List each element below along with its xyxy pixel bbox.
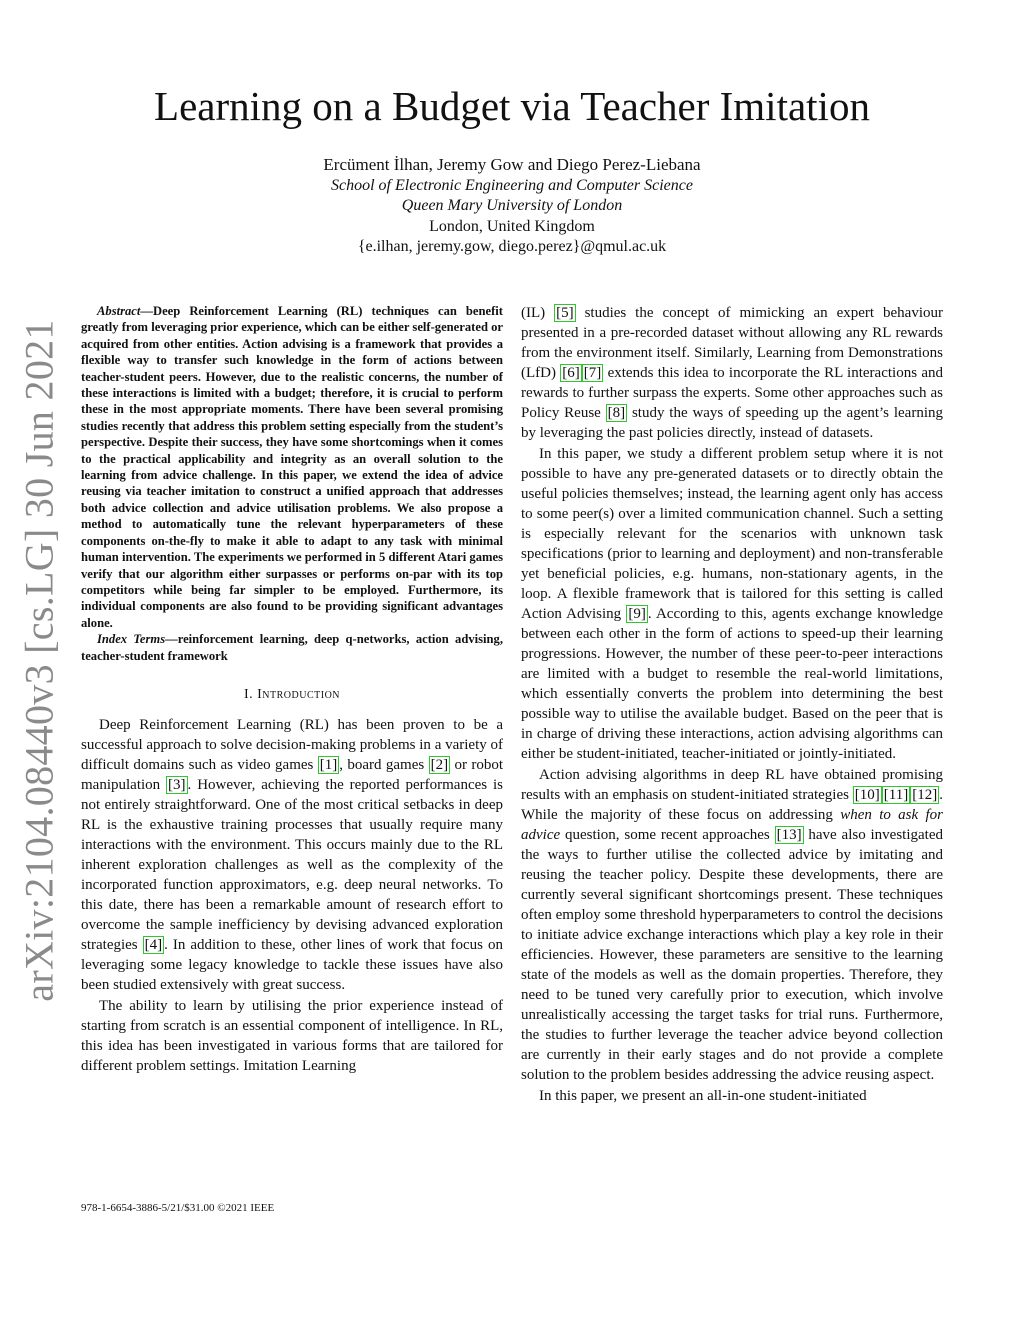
text-run: Action advising algorithms in deep RL have obtained promising results with an emphasis on student-initiated strategies [521, 767, 943, 803]
text-run: have also investigated the ways to further utilise the collected advice by imitating and reusing the teacher policy. Despite these developments, there are currently several significant shortcomings present. These techniques often employ some threshold hyperparameters to control the decisions to initiate advice exchange interactions which play a key role in their efficiencies. However, these parameters are sensitive to the learning state of the models as well as the domain properties. Therefore, they need to be tuned very carefully prior to execution, which involve unrealistically accessing the target tasks for trial runs. Furthermore, the studies to further leverage the teacher advice beyond collection are currently in their early stages and do not provide a complete solution to the problem besides addressing the advice reusing aspect. [521, 827, 943, 1083]
text-run: study the ways of speeding up the agent’s learning by leveraging the past policies directly, instead of datasets. [521, 405, 943, 441]
text-run: studies the concept of mimicking an expert behaviour presented in a pre-recorded dataset without allowing any RL rewards from the environment itself. Similarly, Learning from Demonstrations (LfD) [521, 305, 943, 381]
section-title: Introduction [257, 686, 341, 702]
index-terms-label: Index Terms [97, 632, 166, 647]
citation-number: 4 [149, 936, 158, 953]
text-run: question, some recent approaches [560, 827, 775, 843]
citation-number: 11 [888, 787, 904, 803]
section-heading-introduction [81, 685, 503, 705]
author-school: School of Electronic Engineering and Computer Science [331, 176, 693, 194]
citation-number: 6 [567, 365, 575, 381]
text-run: . In addition to these, other lines of work that focus on leveraging some legacy knowledge to tackle these issues have also been studied extensively with great success. [81, 936, 503, 993]
citation-link[interactable]: [1] [319, 756, 338, 773]
index-terms [81, 631, 503, 664]
citation-link[interactable]: [9] [628, 606, 646, 622]
arxiv-identifier: arXiv:2104.08440v3 [cs.LG] 30 Jun 2021 [16, 318, 62, 1002]
citation-link[interactable]: [2] [430, 756, 449, 773]
author-emails: {e.ilhan, jeremy.gow, diego.perez}@qmul.ac.uk [357, 238, 667, 255]
citation-link[interactable]: [8] [607, 405, 626, 421]
citation-number: 1 [324, 756, 333, 773]
citation-number: 13 [781, 827, 797, 843]
text-run: In this paper, we study a different problem setup where it is not possible to have any pre-generated datasets or to directly obtain the useful policies themselves; instead, the learning agent only has access to some peer(s) over a limited communication channel. Such a setting is especially relevant for the scenarios with unknown task specifications (prior to learning and deployment) and non-transferable yet beneficial policies, e.g. humans, non-stationary agents, in the loop. A flexible framework that is tailored for this setting is called Action Advising [521, 446, 943, 622]
abstract-label: Abstract [97, 304, 141, 318]
citation-link[interactable]: [3] [168, 776, 186, 793]
right-paragraph-1 [521, 303, 943, 443]
right-paragraph-2 [521, 444, 943, 764]
text-run: (IL) [521, 305, 555, 321]
citation-number: 9 [633, 606, 641, 622]
italic-phrase: when to ask for advice [521, 807, 943, 843]
right-column [521, 303, 943, 1106]
citation-link[interactable]: [4] [144, 936, 163, 953]
index-terms-text: —reinforcement learning, deep q-networks, action advising, teacher-student framework [81, 632, 503, 663]
citation-number: 12 [917, 787, 933, 803]
citation-link[interactable]: [5] [556, 305, 574, 321]
author-names: Ercüment İlhan, Jeremy Gow and Diego Perez-Liebana [323, 155, 701, 174]
text-run: . According to this, agents exchange knowledge between each other in the form of actions to speed-up their learning progressions. However, the number of these peer-to-peer interactions are limited with a budget to resemble the real-world limitations, which essentially converts the problem into determining the best possible way to utilise the available budget. Based on the peer that is in charge of driving these interactions, action advising algorithms can either be student-initiated, teacher-initiated or jointly-initiated. [521, 606, 943, 762]
text-run: Deep Reinforcement Learning (RL) has been proven to be a successful approach to solve decision-making problems in a variety of difficult domains such as video games [81, 716, 503, 773]
abstract [81, 303, 503, 631]
author-location: London, United Kingdom [429, 217, 595, 235]
section-number: I. [243, 686, 254, 702]
left-column [81, 303, 503, 1076]
text-run: . While the majority of these focus on addressing [521, 787, 943, 823]
citation-link[interactable]: [13] [776, 827, 802, 843]
author-university: Queen Mary University of London [401, 197, 623, 214]
text-run: or robot manipulation [81, 756, 503, 793]
citation-link[interactable]: [6] [562, 365, 580, 381]
copyright-footer: 978-1-6654-3886-5/21/$31.00 ©2021 IEEE [81, 1202, 275, 1214]
citation-number: 7 [588, 365, 597, 381]
author-block [0, 155, 1024, 258]
abstract-text: —Deep Reinforcement Learning (RL) techniques can benefit greatly from leveraging prior experience, which can be either self-generated or acquired from other entities. Action advising is a framework that provides a flexible way to transfer such knowledge in the form of actions between teacher-student peers. However, due to the realistic concerns, the number of these interactions is limited with a budget; therefore, it is crucial to perform these in the most appropriate moments. There have been several promising studies recently that address this problem setting especially from the student’s perspective. Despite their success, they have some shortcomings when it comes to the practical applicability and integrity as an overall solution to the learning from advice challenge. In this paper, we extend the idea of advice reusing via teacher imitation to construct a unified approach that addresses both advice collection and advice utilisation problems. We also propose a method to automatically tune the relevant hyperparameters of these components on-the-fly to make it able to adapt to any task with minimal human intervention. The experiments we performed in 5 different Atari games verify that our algorithm either surpasses or performs on-par with its top competitors while being far simpler to be employed. Furthermore, its individual components are also found to be providing significant advantages alone. [81, 304, 503, 630]
right-paragraph-4: In this paper, we present an all-in-one student-initiated [539, 1088, 867, 1104]
citation-link[interactable]: [12] [912, 787, 938, 803]
right-paragraph-3 [521, 765, 943, 1085]
intro-paragraph-2: The ability to learn by utilising the prior experience instead of starting from scratch is an essential component of intelligence. In RL, this idea has been investigated in various forms that are tailored for different problem settings. Imitation Learning [81, 997, 503, 1074]
citation-number: 3 [173, 776, 181, 793]
citation-number: 10 [859, 787, 875, 803]
citation-link[interactable]: [10] [854, 787, 880, 803]
citation-number: 8 [612, 405, 621, 421]
intro-paragraph-1 [81, 715, 503, 995]
citation-link[interactable]: [11] [883, 787, 909, 803]
paper-title: Learning on a Budget via Teacher Imitation [154, 83, 870, 129]
text-run: extends this idea to incorporate the RL interactions and rewards to further surpass the experts. Some other approaches such as Policy Reuse [521, 365, 943, 421]
citation-link[interactable]: [7] [583, 365, 602, 381]
text-run: , board games [339, 756, 429, 773]
arxiv-side-stamp [6, 318, 72, 1002]
text-run: . However, achieving the reported performances is not entirely straightforward. One of the most critical setbacks in deep RL is the exhaustive training processes that usually require many interactions with the environment. This occurs mainly due to the RL inherent exploration challenges as well as the complexity of the incorporated function approximators, e.g. deep neural networks. To this date, there has been a remarkable amount of research effort to overcome the sample inefficiency by devising advanced exploration strategies [81, 776, 503, 953]
citation-number: 5 [561, 305, 569, 321]
citation-number: 2 [435, 756, 444, 773]
